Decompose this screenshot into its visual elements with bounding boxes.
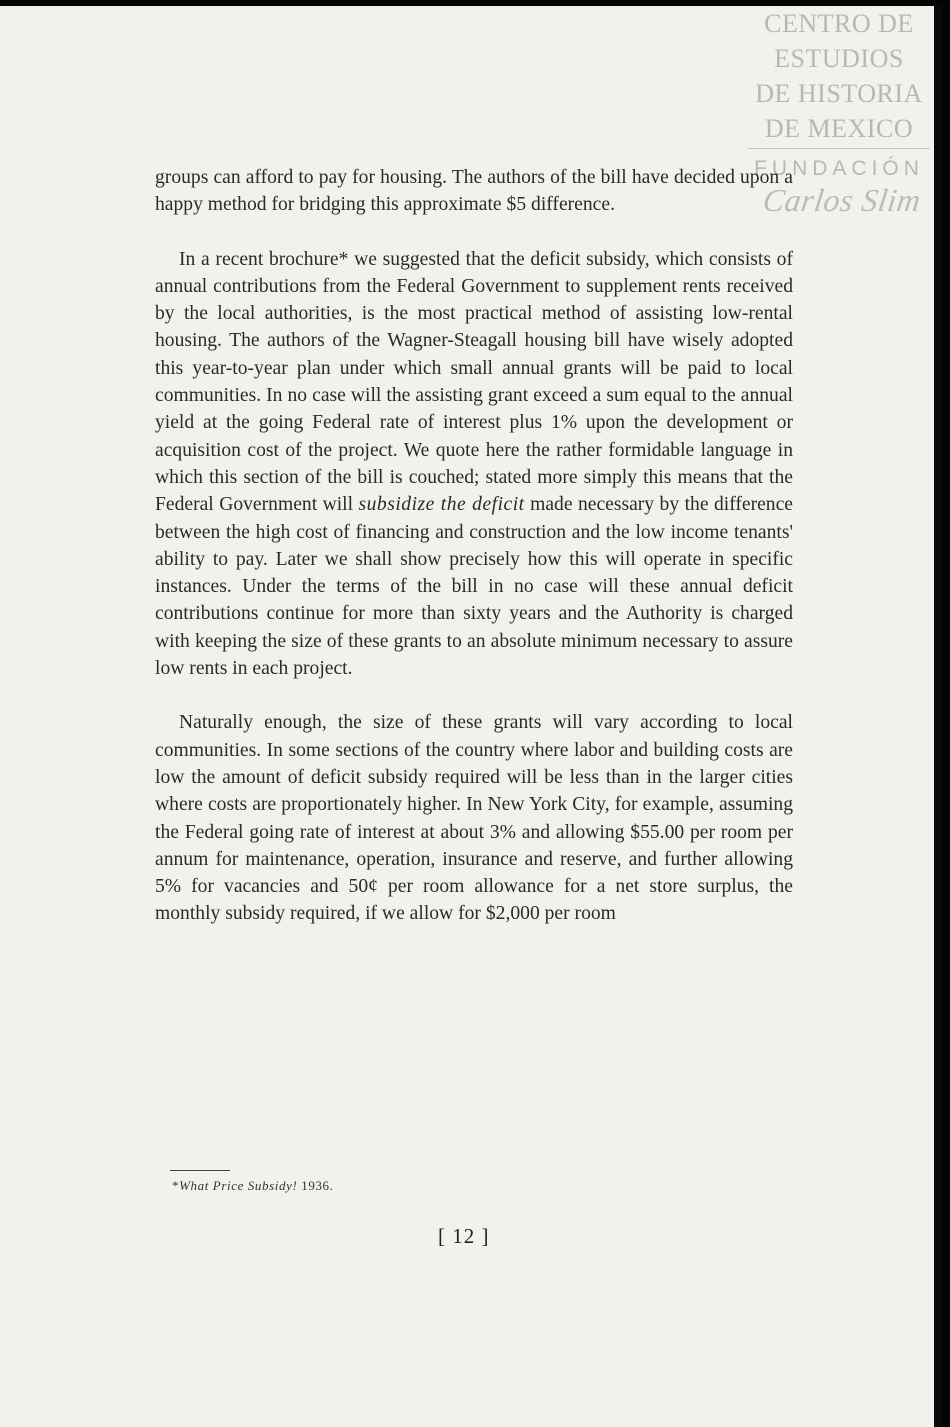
paragraph-2-part-1: In a recent brochure* we suggested that the deficit subsidy, which consists of annual contributions from the Federal Government to supplement rents received by the local authorities, is the most practical method of assisting low-rental housing. The authors of the Wagner-Steagall housing bill have wisely adopted this year-to-year plan under which small annual grants will be paid to local communities. In no case will the assisting grant exceed a sum equal to the annual yield at the going Federal rate of interest plus 1% upon the development or acquisition cost of the project. We quote here the rather formidable language in which this section of the bill is couched; stated more simply this means that the Federal Government will — [155, 248, 793, 516]
body-text — [155, 164, 793, 928]
paragraph-2-emphasis: subsidize the deficit — [358, 494, 525, 516]
document-page — [0, 6, 942, 1427]
watermark-line-1: CENTRO DE — [764, 9, 914, 38]
footnote — [172, 1178, 333, 1194]
watermark-line-4: DE MEXICO — [764, 114, 914, 143]
paragraph-3: Naturally enough, the size of these grants will vary according to local communities. In some sections of the country where labor and building costs are low the amount of deficit subsidy required will be less than in the larger cities where costs are proportionately higher. In New York City, for example, assuming the Federal going rate of interest at about 3% and allowing $55.00 per room per annum for maintenance, operation, insurance and reserve, and further allowing 5% for vacancies and 50¢ per room allowance for a net store surplus, the monthly subsidy required, if we allow for $2,000 per room — [155, 712, 793, 925]
footnote-marker: * — [172, 1178, 180, 1193]
footnote-title: What Price Subsidy! — [179, 1178, 298, 1193]
page-number: [ 12 ] — [438, 1224, 490, 1248]
footnote-year: 1936. — [297, 1178, 334, 1193]
paragraph-1: groups can afford to pay for housing. The authors of the bill have decided upon a happy method for bridging this approximate $5 difference. — [155, 167, 793, 216]
watermark-line-2: ESTUDIOS — [774, 44, 904, 73]
watermark-line-3: DE HISTORIA — [755, 79, 923, 108]
watermark-signature: Carlos Slim — [760, 182, 924, 218]
paragraph-2 — [155, 246, 793, 683]
paragraph-2-part-2: made necessary by the difference between the high cost of financing and construction and the low income tenants' ability to pay. Later we shall show precisely how this will operate in specific instances. Under the terms of the bill in no case will these annual deficit contributions continue for more than sixty years and the Authority is charged with keeping the size of these grants to an absolute minimum necessary to assure low rents in each project. — [155, 494, 793, 680]
watermark-divider — [748, 148, 930, 149]
watermark-fundacion: FUNDACIÓN — [754, 157, 924, 180]
page-edge-shadow — [934, 6, 942, 1427]
footnote-divider — [170, 1170, 230, 1171]
